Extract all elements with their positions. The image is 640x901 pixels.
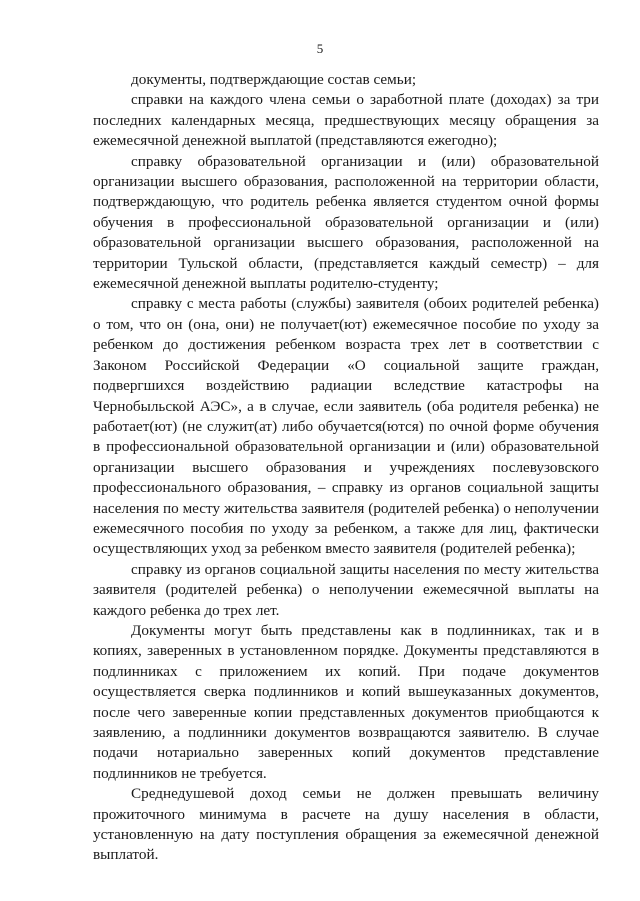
- paragraph-originals-and-copies: Документы могут быть представлены как в подлинниках, так и в копиях, заверенных в установленном порядке. Документы представляются в подлинниках с приложением их копий. При подаче документов осуществляется сверка подлинников и копий вышеуказанных документов, после чего заверенные копии представленных документов приобщаются к заявлению, а подлинники документов возвращаются заявителю. В случае подачи нотариально заверенных копий документов представление подлинников не требуется.: [93, 621, 599, 782]
- paragraph-employer-certificate: справку с места работы (службы) заявителя (обоих родителей ребенка) о том, что он (она, они) не получает(ют) ежемесячное пособие по уходу за ребенком до достижения ребенком возраста трех лет в соответствии с Законом Российской Федерации «О социальной защите граждан, подвергшихся воздействию радиации вследствие катастрофы на Чернобыльской АЭС», а в случае, если заявитель (оба родителя ребенка) не работает(ют) (не служит(ат) либо обучается(ются) по очной форме обучения в профессиональной образовательной организации и (или) образовательной организации высшего образования и учреждениях послевузовского профессионального образования, – справку из органов социальной защиты населения по месту жительства заявителя (родителей ребенка) о неполучении ежемесячного пособия по уходу за ребенком, а также для лиц, фактически осуществляющих уход за ребенком вместо заявителя (родителей ребенка);: [93, 295, 599, 558]
- page-number: 5: [316, 41, 324, 56]
- paragraph-income-limit: Среднедушевой доход семьи не должен превышать величину прожиточного минимума в расчете на душу населения в области, установленную на дату поступления обращения за ежемесячной денежной выплатой.: [93, 785, 599, 864]
- paragraph-income-certificates: справки на каждого члена семьи о заработной плате (доходах) за три последних календарных месяца, предшествующих месяцу обращения за ежемесячной денежной выплатой (представляются ежегодно);: [93, 91, 599, 150]
- paragraph-social-protection-certificate: справку из органов социальной защиты населения по месту жительства заявителя (родителей ребенка) о неполучении ежемесячной выплаты на каждого ребенка до трех лет.: [93, 560, 599, 619]
- document-body: [93, 70, 599, 866]
- paragraph-family-documents: документы, подтверждающие состав семьи;: [131, 71, 417, 88]
- paragraph-education-certificate: справку образовательной организации и (или) образовательной организации высшего образования, расположенной на территории области, подтверждающую, что родитель ребенка является студентом очной формы обучения в профессиональной образовательной организации и (или) образовательной организации высшего образования, расположенной на территории Тульской области, (представляется каждый семестр) – для ежемесячной денежной выплаты родителю-студенту;: [93, 152, 599, 293]
